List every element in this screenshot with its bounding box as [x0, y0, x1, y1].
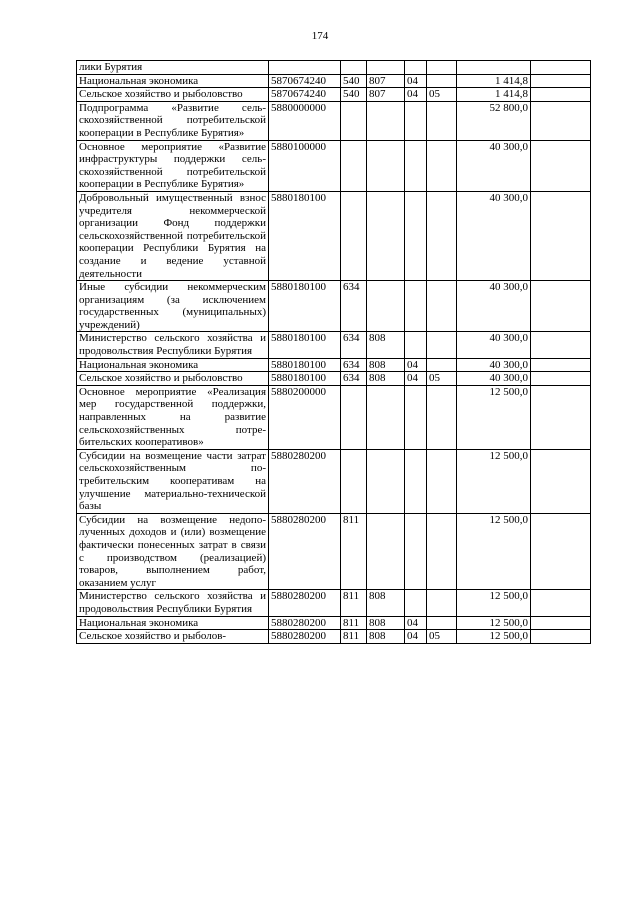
row-empty-cell: [531, 590, 591, 616]
row-empty-cell: [531, 372, 591, 386]
table-row: [77, 281, 591, 332]
row-name-cell: Подпрограмма «Развитие сельскохозяйственной потребительской кооперации в Республике Бурятия»: [77, 101, 269, 140]
row-code-cell: 5880180100: [269, 281, 341, 332]
row-section-cell: [367, 513, 405, 590]
row-section-cell: [367, 385, 405, 449]
row-section-cell: 807: [367, 88, 405, 102]
row-type-cell: [427, 332, 457, 358]
table-row: [77, 61, 591, 75]
row-type-cell: [427, 74, 457, 88]
row-code-cell: 5880280200: [269, 590, 341, 616]
row-section-cell: 808: [367, 358, 405, 372]
table-row: [77, 616, 591, 630]
row-section-cell: [367, 281, 405, 332]
row-subsection-cell: [405, 449, 427, 513]
row-amount-cell: 12 500,0: [457, 590, 531, 616]
row-ministry-cell: 811: [341, 616, 367, 630]
row-empty-cell: [531, 61, 591, 75]
row-ministry-cell: [341, 191, 367, 280]
table-row: [77, 74, 591, 88]
row-section-cell: 808: [367, 630, 405, 644]
row-name-cell: лики Бурятия: [77, 61, 269, 75]
row-subsection-cell: [405, 191, 427, 280]
row-section-cell: 807: [367, 74, 405, 88]
row-amount-cell: 1 414,8: [457, 74, 531, 88]
row-code-cell: 5880200000: [269, 385, 341, 449]
table-row: [77, 372, 591, 386]
row-name-cell: Сельское хозяйство и рыболовство: [77, 88, 269, 102]
row-name-cell: Добровольный имущественный взнос учредителя некоммерческой организации Фонд поддержки сельскохозяйственной потребительской кооперации Республики Бурятия на создание и ведение уставной деятельности: [77, 191, 269, 280]
row-code-cell: 5880180100: [269, 358, 341, 372]
row-name-cell: Национальная экономика: [77, 358, 269, 372]
row-name-cell: Субсидии на возмещение недополученных доходов и (или) возмещение фактически понесенных затрат в связи с производством (реализацией) товаров, выполнением работ, оказанием услуг: [77, 513, 269, 590]
row-ministry-cell: 634: [341, 358, 367, 372]
row-code-cell: [269, 61, 341, 75]
row-amount-cell: 40 300,0: [457, 140, 531, 191]
row-amount-cell: 12 500,0: [457, 385, 531, 449]
table-row: [77, 101, 591, 140]
row-empty-cell: [531, 630, 591, 644]
table-row: [77, 590, 591, 616]
row-empty-cell: [531, 332, 591, 358]
row-empty-cell: [531, 281, 591, 332]
row-section-cell: 808: [367, 590, 405, 616]
row-empty-cell: [531, 449, 591, 513]
row-type-cell: [427, 358, 457, 372]
row-name-cell: Сельское хозяйство и рыболов-: [77, 630, 269, 644]
row-code-cell: 5870674240: [269, 74, 341, 88]
row-amount-cell: [457, 61, 531, 75]
row-amount-cell: 12 500,0: [457, 630, 531, 644]
row-amount-cell: 40 300,0: [457, 372, 531, 386]
table-row: [77, 140, 591, 191]
row-type-cell: [427, 616, 457, 630]
row-code-cell: 5870674240: [269, 88, 341, 102]
row-section-cell: [367, 61, 405, 75]
table-row: [77, 88, 591, 102]
row-code-cell: 5880280200: [269, 513, 341, 590]
row-type-cell: 05: [427, 88, 457, 102]
budget-table: [76, 60, 591, 644]
row-empty-cell: [531, 513, 591, 590]
row-ministry-cell: 811: [341, 590, 367, 616]
row-amount-cell: 52 800,0: [457, 101, 531, 140]
row-subsection-cell: [405, 140, 427, 191]
table-row: [77, 385, 591, 449]
row-ministry-cell: 811: [341, 513, 367, 590]
row-name-cell: Национальная экономика: [77, 616, 269, 630]
row-section-cell: [367, 101, 405, 140]
row-type-cell: [427, 101, 457, 140]
row-ministry-cell: 811: [341, 630, 367, 644]
row-type-cell: [427, 191, 457, 280]
row-ministry-cell: [341, 140, 367, 191]
row-code-cell: 5880180100: [269, 372, 341, 386]
row-type-cell: [427, 449, 457, 513]
row-subsection-cell: [405, 61, 427, 75]
row-code-cell: 5880280200: [269, 630, 341, 644]
row-empty-cell: [531, 385, 591, 449]
row-code-cell: 5880180100: [269, 332, 341, 358]
table-row: [77, 358, 591, 372]
row-type-cell: [427, 140, 457, 191]
row-name-cell: Иные субсидии некоммерческим организациям (за исключением государственных (муниципальных) учреждений): [77, 281, 269, 332]
row-empty-cell: [531, 191, 591, 280]
row-subsection-cell: [405, 385, 427, 449]
row-empty-cell: [531, 140, 591, 191]
row-name-cell: Основное мероприятие «Развитие инфраструктуры поддержки сельскохозяйственной потребительской кооперации в Республике Бурятия»: [77, 140, 269, 191]
row-empty-cell: [531, 88, 591, 102]
row-amount-cell: 12 500,0: [457, 449, 531, 513]
row-code-cell: 5880280200: [269, 616, 341, 630]
row-name-cell: Основное мероприятие «Реализация мер государственной поддержки, направленных на развитие сельскохозяйственных потребительских кооперативов»: [77, 385, 269, 449]
row-type-cell: [427, 281, 457, 332]
row-type-cell: [427, 385, 457, 449]
row-amount-cell: 40 300,0: [457, 332, 531, 358]
row-empty-cell: [531, 616, 591, 630]
row-empty-cell: [531, 74, 591, 88]
row-subsection-cell: 04: [405, 372, 427, 386]
row-empty-cell: [531, 101, 591, 140]
row-amount-cell: 40 300,0: [457, 191, 531, 280]
row-name-cell: Министерство сельского хозяйства и продовольствия Республики Бурятия: [77, 332, 269, 358]
row-amount-cell: 40 300,0: [457, 358, 531, 372]
row-type-cell: [427, 61, 457, 75]
row-subsection-cell: [405, 332, 427, 358]
row-amount-cell: 12 500,0: [457, 616, 531, 630]
row-code-cell: 5880280200: [269, 449, 341, 513]
row-ministry-cell: 540: [341, 74, 367, 88]
row-subsection-cell: [405, 281, 427, 332]
row-section-cell: 808: [367, 372, 405, 386]
row-name-cell: Национальная экономика: [77, 74, 269, 88]
row-subsection-cell: 04: [405, 616, 427, 630]
row-ministry-cell: 634: [341, 332, 367, 358]
row-name-cell: Сельское хозяйство и рыболовство: [77, 372, 269, 386]
row-amount-cell: 12 500,0: [457, 513, 531, 590]
row-ministry-cell: [341, 449, 367, 513]
table-row: [77, 513, 591, 590]
row-amount-cell: 40 300,0: [457, 281, 531, 332]
row-type-cell: 05: [427, 630, 457, 644]
page-number: 174: [311, 30, 329, 42]
row-code-cell: 5880100000: [269, 140, 341, 191]
table-row: [77, 332, 591, 358]
row-section-cell: 808: [367, 332, 405, 358]
table-body: [77, 61, 591, 644]
row-subsection-cell: [405, 101, 427, 140]
row-amount-cell: 1 414,8: [457, 88, 531, 102]
row-ministry-cell: 540: [341, 88, 367, 102]
row-name-cell: Министерство сельского хозяйства и продовольствия Республики Бурятия: [77, 590, 269, 616]
row-code-cell: 5880000000: [269, 101, 341, 140]
table-row: [77, 630, 591, 644]
row-empty-cell: [531, 358, 591, 372]
row-section-cell: [367, 191, 405, 280]
row-section-cell: [367, 449, 405, 513]
row-subsection-cell: 04: [405, 74, 427, 88]
row-ministry-cell: 634: [341, 281, 367, 332]
row-ministry-cell: [341, 101, 367, 140]
row-ministry-cell: 634: [341, 372, 367, 386]
row-ministry-cell: [341, 385, 367, 449]
row-section-cell: [367, 140, 405, 191]
row-subsection-cell: [405, 590, 427, 616]
row-code-cell: 5880180100: [269, 191, 341, 280]
row-type-cell: [427, 590, 457, 616]
row-subsection-cell: 04: [405, 88, 427, 102]
row-name-cell: Субсидии на возмещение части затрат сельскохозяйственным потребительским кооперативам на улучшение материально-технической базы: [77, 449, 269, 513]
row-type-cell: 05: [427, 372, 457, 386]
row-subsection-cell: 04: [405, 630, 427, 644]
row-type-cell: [427, 513, 457, 590]
row-section-cell: 808: [367, 616, 405, 630]
row-ministry-cell: [341, 61, 367, 75]
row-subsection-cell: [405, 513, 427, 590]
table-row: [77, 191, 591, 280]
row-subsection-cell: 04: [405, 358, 427, 372]
table-row: [77, 449, 591, 513]
